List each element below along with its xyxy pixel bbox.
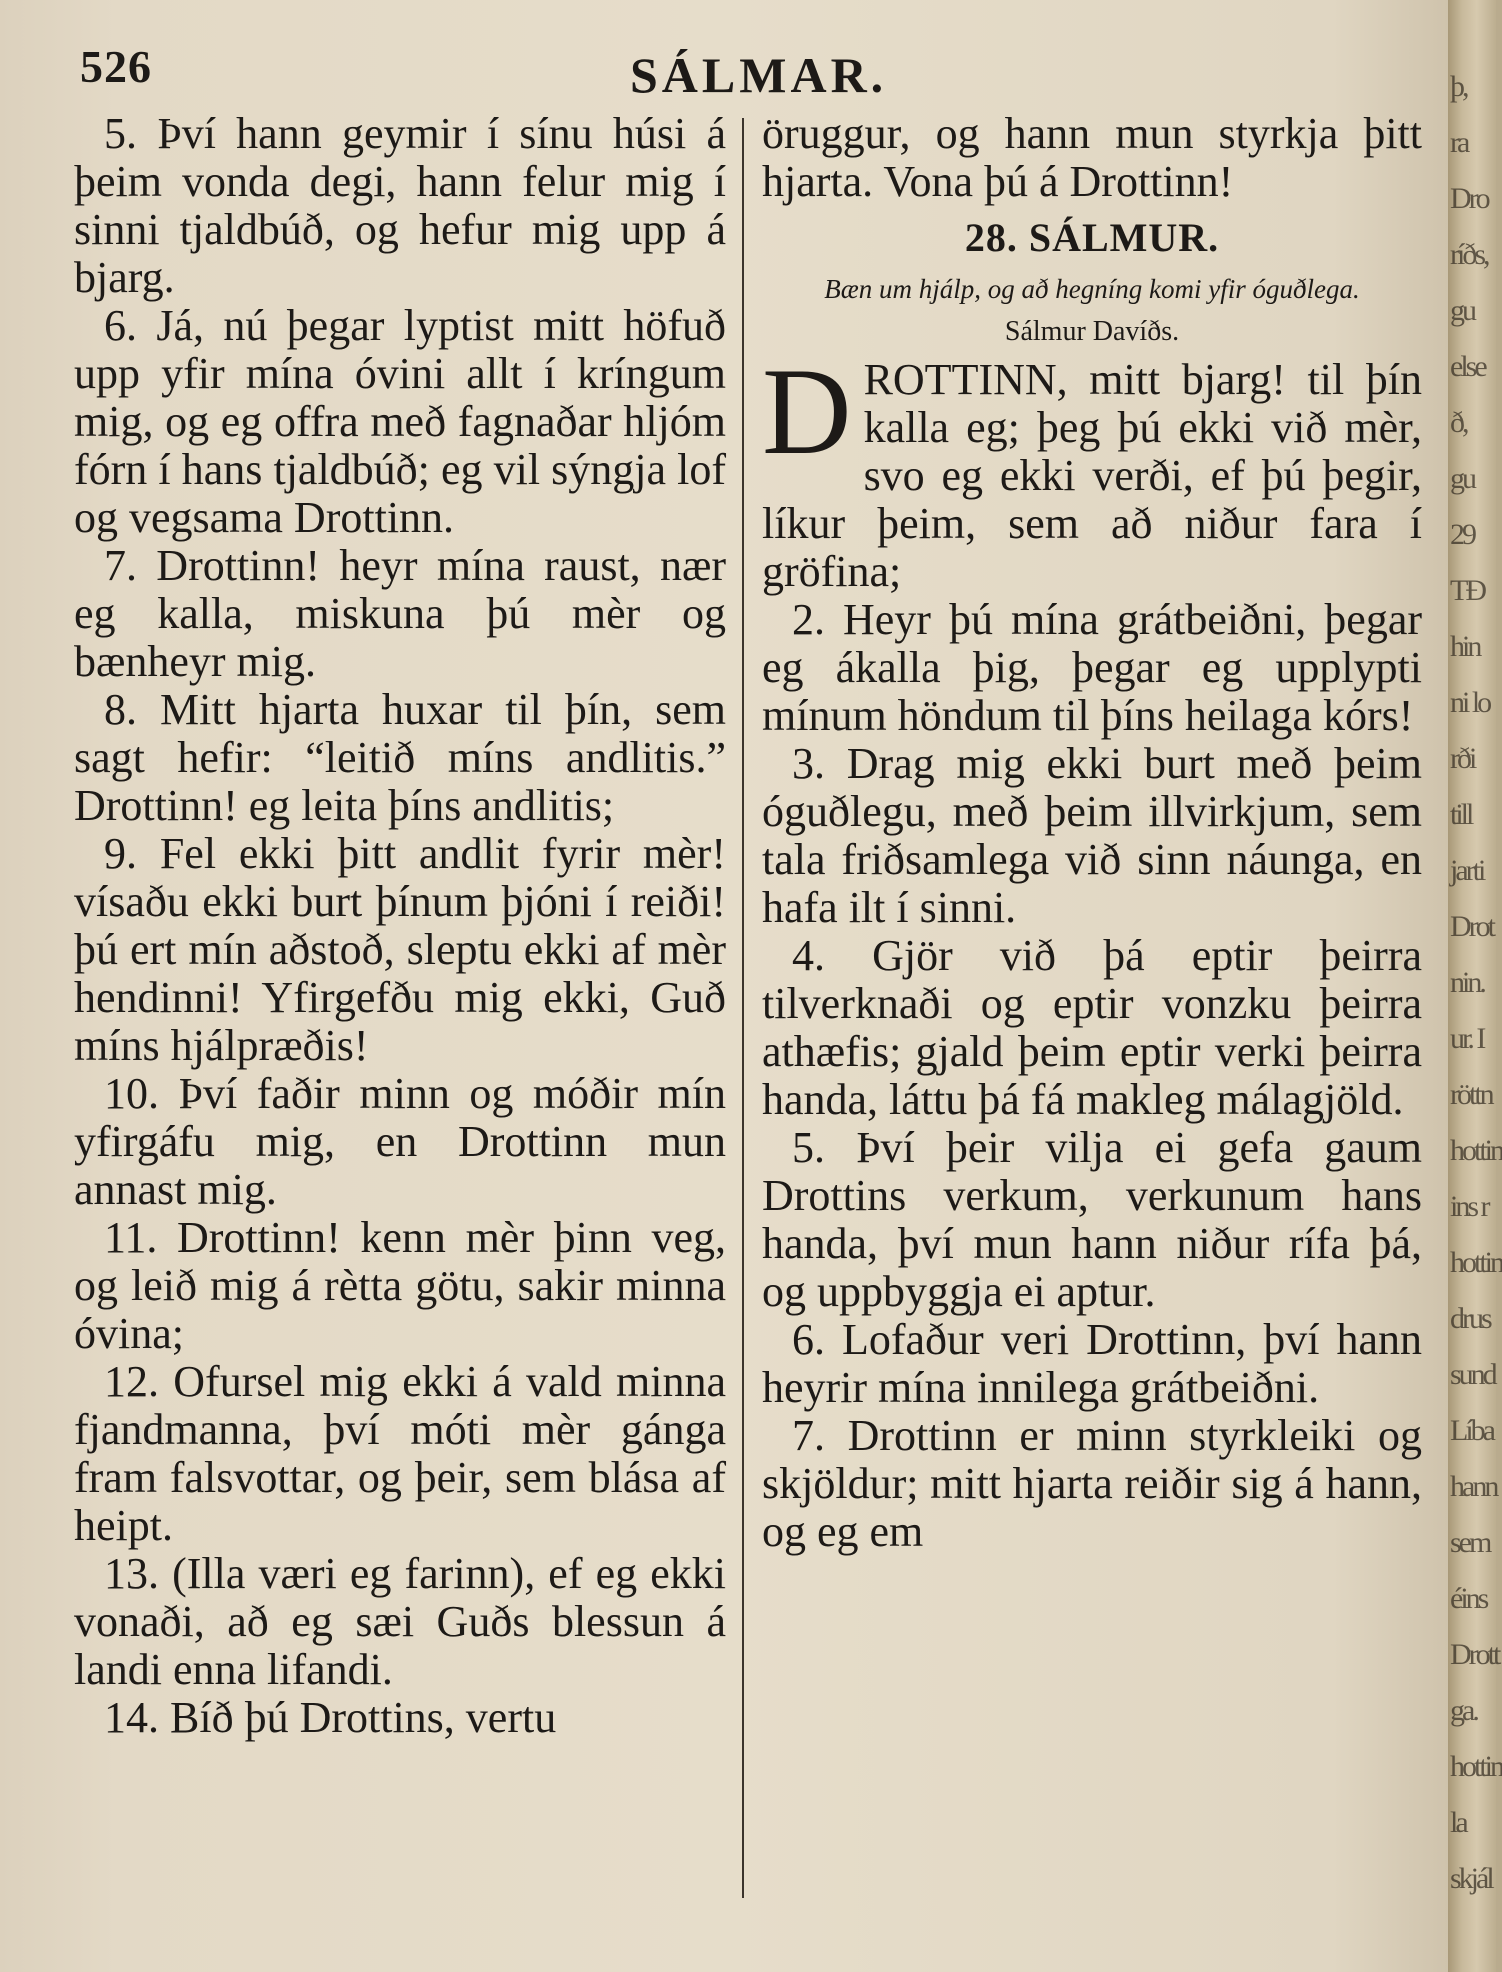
verse-27-5: 5. Því hann geymir í sínu húsi á þeim vonda degi, hann felur mig í sinni tjaldbúð, og hefur mig upp á bjarg. bbox=[74, 109, 726, 302]
adjacent-page-fragment: else bbox=[1450, 350, 1485, 383]
adjacent-page-fragment: sund bbox=[1450, 1358, 1495, 1391]
adjacent-page-fragment: ga. bbox=[1450, 1694, 1477, 1727]
adjacent-page-fragment: ur. I bbox=[1450, 1022, 1484, 1055]
adjacent-page-fragment: Drott bbox=[1450, 1638, 1499, 1671]
adjacent-page-fragment: ríðs, bbox=[1450, 238, 1488, 271]
psalm-summary: Bæn um hjálp, og að hegníng komi yfir óguðlega. bbox=[824, 274, 1360, 304]
verse-28-1-text: ROTTINN, mitt bjarg! til þín kalla eg; þeg þú ekki við mèr, svo eg ekki verði, ef þú þegir, líkur þeim, sem að niður fara í gröfina; bbox=[762, 355, 1422, 596]
adjacent-page-fragment: till bbox=[1450, 798, 1472, 831]
verse-27-12: 12. Ofursel mig ekki á vald minna fjandmanna, því móti mèr gánga fram falsvottar, og þeir, sem blása af heipt. bbox=[74, 1357, 726, 1550]
adjacent-page-fragment: hottin bbox=[1450, 1750, 1502, 1783]
right-column bbox=[762, 110, 1422, 1556]
adjacent-page-fragment: 29 bbox=[1450, 518, 1474, 551]
verse-28-5: 5. Því þeir vilja ei gefa gaum Drottins verkum, verkunum hans handa, því mun hann niður rífa þá, og uppbyggja ei aptur. bbox=[762, 1123, 1422, 1316]
adjacent-page-fragment: hottin bbox=[1450, 1246, 1502, 1279]
adjacent-page-fragment: ins r bbox=[1450, 1190, 1488, 1223]
drop-cap: D bbox=[762, 343, 852, 480]
adjacent-page-fragment: gu bbox=[1450, 462, 1474, 495]
adjacent-page-edge bbox=[1448, 0, 1502, 1972]
adjacent-page-fragment: hann bbox=[1450, 1470, 1497, 1503]
adjacent-page-fragment: ni lo bbox=[1450, 686, 1490, 719]
verse-27-11: 11. Drottinn! kenn mèr þinn veg, og leið mig á rètta götu, sakir minna óvina; bbox=[74, 1213, 726, 1358]
verse-27-13: 13. (Illa væri eg farinn), ef eg ekki vonaði, að eg sæi Guðs blessun á landi enna lifandi. bbox=[74, 1549, 726, 1694]
verse-27-6: 6. Já, nú þegar lyptist mitt höfuð upp yfir mína óvini allt í kríngum mig, og eg offra með fagnaðar hljóm fórn í hans tjaldbúð; eg vil sýngja lof og vegsama Drottinn. bbox=[74, 301, 726, 542]
adjacent-page-fragment: TÐ bbox=[1450, 574, 1484, 607]
verse-27-14-continuation: öruggur, og hann mun styrkja þitt hjarta. Vona þú á Drottinn! bbox=[762, 109, 1422, 206]
verse-27-14: 14. Bíð þú Drottins, vertu bbox=[104, 1693, 557, 1742]
adjacent-page-fragment: la bbox=[1450, 1806, 1466, 1839]
verse-28-3: 3. Drag mig ekki burt með þeim óguðlegu, með þeim illvirkjum, sem tala friðsamlega við sinn náunga, en hafa ilt í sinni. bbox=[762, 739, 1422, 932]
adjacent-page-fragment: hottin bbox=[1450, 1134, 1502, 1167]
running-head bbox=[0, 28, 1448, 108]
verse-28-4: 4. Gjör við þá eptir þeirra tilverknaði og eptir vonzku þeirra athæfis; gjald þeim eptir verki þeirra handa, láttu þá fá makleg málagjöld. bbox=[762, 931, 1422, 1124]
psalm-attribution: Sálmur Davíðs. bbox=[1004, 316, 1180, 347]
column-divider bbox=[742, 118, 744, 1898]
adjacent-page-fragment: rði bbox=[1450, 742, 1475, 775]
page-number: 526 bbox=[80, 41, 152, 92]
adjacent-page-fragment: Drot bbox=[1450, 910, 1493, 943]
verse-27-9: 9. Fel ekki þitt andlit fyrir mèr! vísaðu ekki burt þínum þjóni í reiði! þú ert mín aðstoð, sleptu ekki af mèr hendinni! Yfirgefðu mig ekki, Guð míns hjálpræðis! bbox=[74, 829, 726, 1070]
left-column bbox=[74, 110, 726, 1742]
adjacent-page-fragment: jarti bbox=[1450, 854, 1484, 887]
verse-28-1 bbox=[762, 343, 1422, 596]
verse-28-6: 6. Lofaður veri Drottinn, því hann heyrir mína innilega grátbeiðni. bbox=[762, 1315, 1422, 1412]
adjacent-page-fragment: þ, bbox=[1450, 70, 1467, 103]
page-header-title: SÁLMAR. bbox=[630, 47, 888, 103]
adjacent-page-fragment: drus bbox=[1450, 1302, 1490, 1335]
verse-28-7: 7. Drottinn er minn styrkleiki og skjöldur; mitt hjarta reiðir sig á hann, og eg em bbox=[762, 1411, 1422, 1556]
adjacent-page-fragment: sem bbox=[1450, 1526, 1490, 1559]
adjacent-page-fragment: Dro bbox=[1450, 182, 1488, 215]
verse-28-2: 2. Heyr þú mína grátbeiðni, þegar eg ákalla þig, þegar eg upplypti mínum höndum til þíns heilaga kórs! bbox=[762, 595, 1422, 740]
verse-27-10: 10. Því faðir minn og móðir mín yfirgáfu mig, en Drottinn mun annast mig. bbox=[74, 1069, 726, 1214]
adjacent-page-fragment: Líba bbox=[1450, 1414, 1493, 1447]
adjacent-page-fragment: éins bbox=[1450, 1582, 1487, 1615]
verse-27-8: 8. Mitt hjarta huxar til þín, sem sagt hefir: “leitið míns andlitis.” Drottinn! eg leita þíns andlitis; bbox=[74, 685, 726, 830]
adjacent-page-fragment: ð, bbox=[1450, 406, 1467, 439]
psalm-heading: 28. SÁLMUR. bbox=[964, 215, 1220, 260]
adjacent-page-fragment: nin. bbox=[1450, 966, 1484, 999]
adjacent-page-fragment: ra bbox=[1450, 126, 1468, 159]
verse-27-7: 7. Drottinn! heyr mína raust, nær eg kalla, miskuna þú mèr og bænheyr mig. bbox=[74, 541, 726, 686]
adjacent-page-fragment: gu bbox=[1450, 294, 1474, 327]
adjacent-page-fragment: röttn bbox=[1450, 1078, 1492, 1111]
adjacent-page-fragment: skjál bbox=[1450, 1862, 1492, 1895]
adjacent-page-fragment: hin bbox=[1450, 630, 1480, 663]
